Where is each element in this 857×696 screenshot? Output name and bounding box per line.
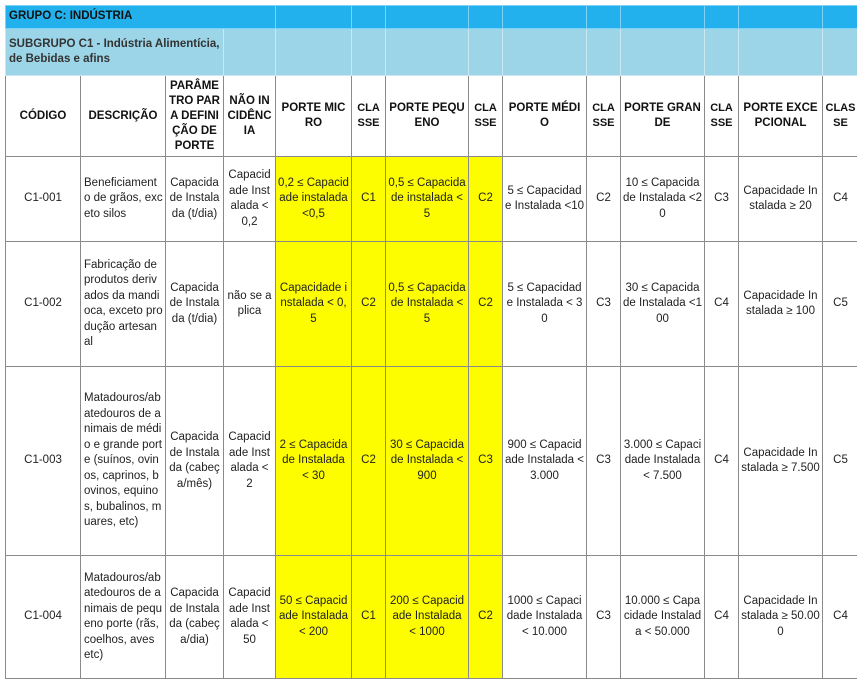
cell-parametro: Capacidade Instalada (cabeça/dia) [166,556,224,679]
cell-porte-pequeno: 200 ≤ Capacidade Instalada < 1000 [386,556,469,679]
cell-porte-pequeno: 0,5 ≤ Capacidade Instalada <5 [386,242,469,367]
cell-parametro: Capacidade Instalada (cabeça/mês) [166,367,224,556]
cell-porte-excepcional: Capacidade Instalada ≥ 20 [739,157,823,242]
cell-porte-excepcional: Capacidade Instalada ≥ 100 [739,242,823,367]
table-row [6,242,857,367]
cell-nao-incidencia: Capacidade Instalada < 50 [224,556,276,679]
cell-classe-excepcional: C5 [823,367,857,556]
cell-classe-excepcional: C5 [823,242,857,367]
header-codigo: CÓDIGO [6,76,81,157]
cell-porte-micro: 2 ≤ Capacidade Instalada < 30 [276,367,352,556]
cell-porte-micro: Capacidade instalada < 0,5 [276,242,352,367]
cell-porte-medio: 5 ≤ Capacidade Instalada <10 [503,157,587,242]
cell-porte-excepcional: Capacidade Instalada ≥ 7.500 [739,367,823,556]
table-row [6,556,857,679]
cell-classe-grande: C3 [705,157,739,242]
cell-descricao: Matadouros/abatedouros de animais de pequeno porte (rãs, coelhos, aves etc) [81,556,166,679]
header-classe: CLASSE [587,76,621,157]
header-classe: CLASSE [705,76,739,157]
cell-parametro: Capacidade Instalada (t/dia) [166,242,224,367]
cell-classe-medio: C3 [587,242,621,367]
cell-classe-excepcional: C4 [823,157,857,242]
cell-porte-grande: 3.000 ≤ Capacidade Instalada < 7.500 [621,367,705,556]
cell-nao-incidencia: não se aplica [224,242,276,367]
header-descricao: DESCRIÇÃO [81,76,166,157]
header-parametro: PARÂMETRO PARA DEFINIÇÃO DE PORTE [166,76,224,157]
cell-descricao: Matadouros/abatedouros de animais de médio e grande porte (suínos, ovinos, caprinos, bovinos, equinos, bubalinos, muares, etc) [81,367,166,556]
cell-porte-grande: 10 ≤ Capacidade Instalada <20 [621,157,705,242]
cell-classe-micro: C1 [352,556,386,679]
cell-descricao: Fabricação de produtos derivados da mandioca, exceto produção artesanal [81,242,166,367]
cell-porte-pequeno: 30 ≤ Capacidade Instalada < 900 [386,367,469,556]
cell-porte-micro: 50 ≤ Capacidade Instalada < 200 [276,556,352,679]
cell-classe-grande: C4 [705,242,739,367]
header-porte-micro: PORTE MICRO [276,76,352,157]
cell-porte-grande: 10.000 ≤ Capacidade Instalada < 50.000 [621,556,705,679]
cell-descricao: Beneficiamento de grãos, exceto silos [81,157,166,242]
cell-classe-micro: C2 [352,367,386,556]
cell-classe-grande: C4 [705,556,739,679]
cell-classe-micro: C1 [352,157,386,242]
cell-nao-incidencia: Capacidade Instalada < 0,2 [224,157,276,242]
column-header-row [6,76,857,157]
cell-classe-medio: C3 [587,556,621,679]
cell-classe-excepcional: C4 [823,556,857,679]
header-nao-incidencia: NÃO INCIDÊNCIA [224,76,276,157]
cell-porte-micro: 0,2 ≤ Capacidade instalada <0,5 [276,157,352,242]
cell-codigo: C1-002 [6,242,81,367]
cell-classe-grande: C4 [705,367,739,556]
header-porte-excepcional: PORTE EXCEPCIONAL [739,76,823,157]
cell-classe-pequeno: C2 [469,242,503,367]
group-header-row [6,6,857,29]
cell-codigo: C1-001 [6,157,81,242]
cell-porte-grande: 30 ≤ Capacidade Instalada <100 [621,242,705,367]
cell-porte-medio: 1000 ≤ Capacidade Instalada < 10.000 [503,556,587,679]
cell-nao-incidencia: Capacidade Instalada < 2 [224,367,276,556]
cell-classe-pequeno: C2 [469,556,503,679]
header-classe: CLASSE [352,76,386,157]
header-porte-grande: PORTE GRANDE [621,76,705,157]
table-row [6,157,857,242]
table-row [6,367,857,556]
cell-classe-micro: C2 [352,242,386,367]
header-classe: CLASSE [823,76,857,157]
group-title: GRUPO C: INDÚSTRIA [6,6,276,29]
cell-classe-medio: C3 [587,367,621,556]
porte-table [5,5,857,679]
cell-classe-pequeno: C2 [469,157,503,242]
cell-codigo: C1-004 [6,556,81,679]
subgroup-title: SUBGRUPO C1 - Indústria Alimentícia, de Bebidas e afins [6,29,224,76]
cell-codigo: C1-003 [6,367,81,556]
cell-porte-pequeno: 0,5 ≤ Capacidade instalada < 5 [386,157,469,242]
cell-porte-medio: 5 ≤ Capacidade Instalada < 30 [503,242,587,367]
cell-parametro: Capacidade Instalada (t/dia) [166,157,224,242]
cell-classe-medio: C2 [587,157,621,242]
cell-porte-medio: 900 ≤ Capacidade Instalada < 3.000 [503,367,587,556]
cell-classe-pequeno: C3 [469,367,503,556]
header-porte-medio: PORTE MÉDIO [503,76,587,157]
header-porte-pequeno: PORTE PEQUENO [386,76,469,157]
cell-porte-excepcional: Capacidade Instalada ≥ 50.000 [739,556,823,679]
subgroup-header-row [6,29,857,76]
header-classe: CLASSE [469,76,503,157]
